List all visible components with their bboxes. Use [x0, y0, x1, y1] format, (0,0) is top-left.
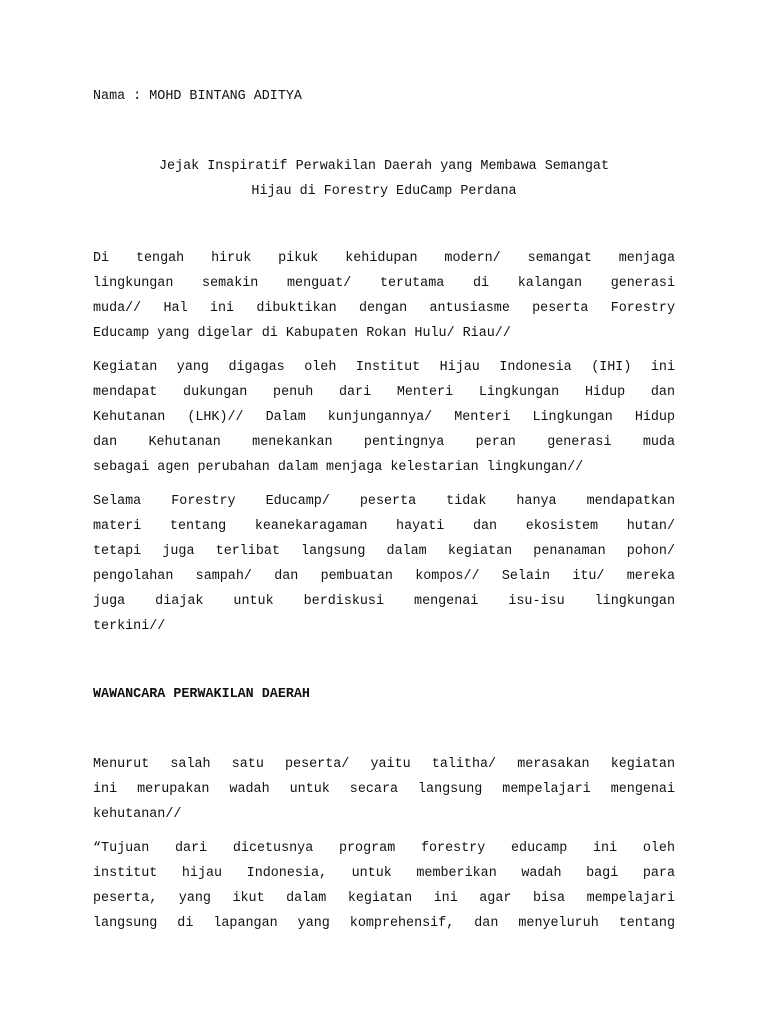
text-line: Di tengah hiruk pikuk kehidupan modern/ semangat menjaga [93, 251, 675, 266]
paragraph-intro-2 [93, 355, 675, 480]
text-line: pengolahan sampah/ dan pembuatan kompos// Selain itu/ mereka [93, 569, 675, 584]
text-line: Kegiatan yang digagas oleh Institut Hijau Indonesia (IHI) ini [93, 360, 675, 375]
text-line: juga diajak untuk berdiskusi mengenai isu-isu lingkungan [93, 594, 675, 609]
author-name-line: Nama : MOHD BINTANG ADITYA [93, 89, 302, 104]
text-line: Menurut salah satu peserta/ yaitu talitha/ merasakan kegiatan [93, 757, 675, 772]
text-line: mendapat dukungan penuh dari Menteri Lingkungan Hidup dan [93, 385, 675, 400]
paragraph-interview-2 [93, 836, 675, 936]
article-title [93, 154, 675, 204]
paragraph-intro-1 [93, 246, 675, 346]
text-line: institut hijau Indonesia, untuk memberikan wadah bagi para [93, 866, 675, 881]
text-line: lingkungan semakin menguat/ terutama di kalangan generasi [93, 276, 675, 291]
text-line: terkini// [93, 619, 166, 634]
text-line: ini merupakan wadah untuk secara langsung mempelajari mengenai [93, 782, 675, 797]
paragraph-intro-3 [93, 489, 675, 639]
text-line: Selama Forestry Educamp/ peserta tidak hanya mendapatkan [93, 494, 675, 509]
text-line: kehutanan// [93, 807, 182, 822]
text-line: langsung di lapangan yang komprehensif, dan menyeluruh tentang [93, 916, 675, 931]
text-line: tetapi juga terlibat langsung dalam kegiatan penanaman pohon/ [93, 544, 675, 559]
paragraph-interview-1 [93, 752, 675, 827]
section-heading: WAWANCARA PERWAKILAN DAERAH [93, 687, 310, 702]
article-title-line: Jejak Inspiratif Perwakilan Daerah yang Membawa Semangat [159, 159, 609, 174]
text-line: muda// Hal ini dibuktikan dengan antusiasme peserta Forestry [93, 301, 675, 316]
text-line: “Tujuan dari dicetusnya program forestry educamp ini oleh [93, 841, 675, 856]
text-line: Educamp yang digelar di Kabupaten Rokan Hulu/ Riau// [93, 326, 511, 341]
text-line: peserta, yang ikut dalam kegiatan ini agar bisa mempelajari [93, 891, 675, 906]
text-line: materi tentang keanekaragaman hayati dan ekosistem hutan/ [93, 519, 675, 534]
text-line: dan Kehutanan menekankan pentingnya peran generasi muda [93, 435, 675, 450]
text-line: sebagai agen perubahan dalam menjaga kelestarian lingkungan// [93, 460, 584, 475]
article-title-line: Hijau di Forestry EduCamp Perdana [251, 184, 517, 199]
text-line: Kehutanan (LHK)// Dalam kunjungannya/ Menteri Lingkungan Hidup [93, 410, 675, 425]
